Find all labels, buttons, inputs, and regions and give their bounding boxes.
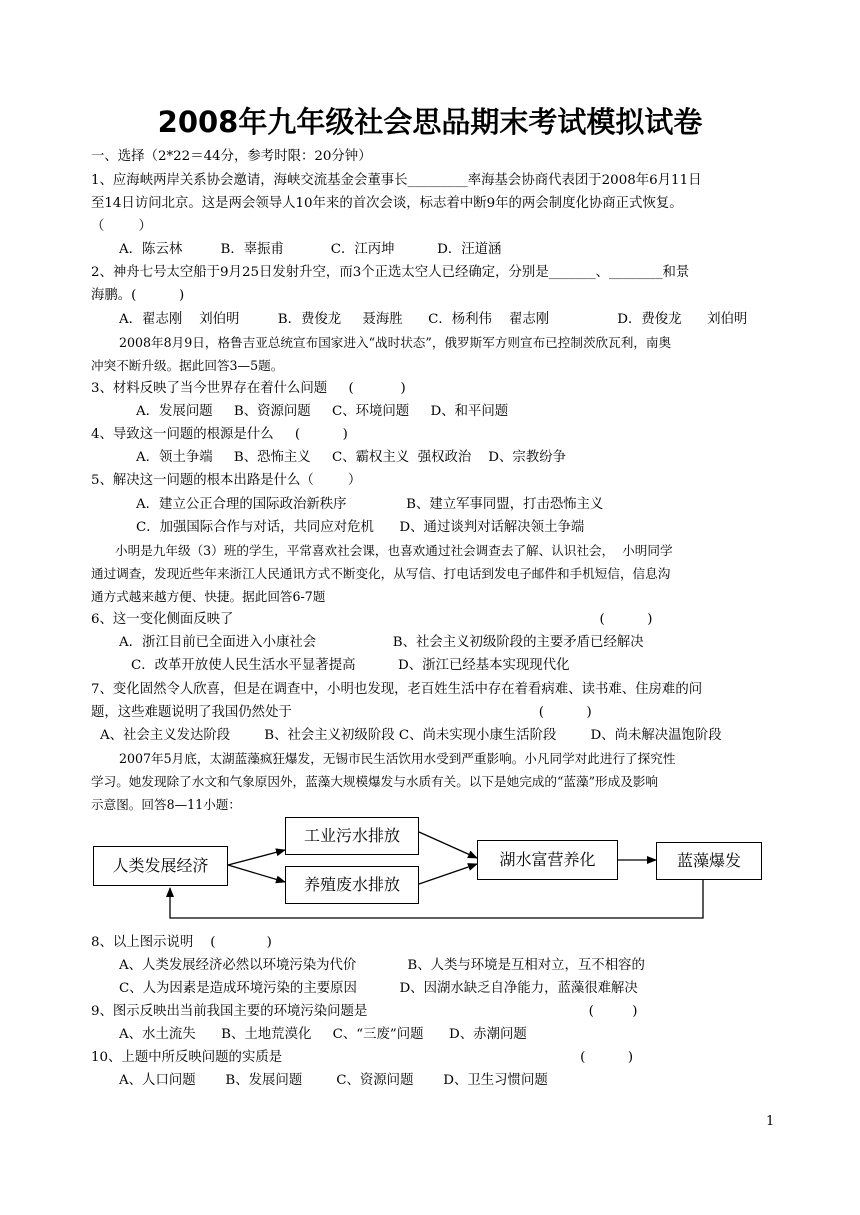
- option-line: A．建立公正合理的国际政治新秩序 B、建立军事同盟，打击恐怖主义: [136, 497, 604, 512]
- node-farming-wastewater: 养殖废水排放: [285, 866, 419, 904]
- page-number: 1: [766, 1114, 775, 1129]
- material-line: 示意图。回答8—11小题：: [91, 797, 241, 812]
- material-line: 2008年8月9日，格鲁吉亚总统宣布国家进入“战时状态”，俄罗斯军方则宣布已控制茨欣瓦利，南奥: [119, 335, 672, 350]
- option-line: A．陈云林 B．辜振甫 C．江丙坤 D．汪道涵: [119, 242, 502, 257]
- node-eutrophication: 湖水富营养化: [477, 840, 618, 880]
- material-line: 冲突不断升级。据此回答3—5题。: [91, 358, 284, 373]
- question-line: 至14日访问北京。这是两会领导人10年来的首次会谈，标志着中断9年的两会制度化协商正式恢复。: [91, 196, 683, 211]
- feedback-arrow: [170, 880, 703, 918]
- option-line: A．翟志刚 刘伯明 B．费俊龙 聂海胜 C．杨利伟 翟志刚 D．费俊龙 刘伯明: [119, 312, 748, 327]
- question-line: 2、神舟七号太空船于9月25日发射升空，而3个正选太空人已经确定，分别是_______、________和景: [91, 265, 690, 280]
- material-line: 学习。她发现除了水文和气象原因外，蓝藻大规模爆发与水质有关。以下是她完成的“蓝藻”形成及影响: [91, 774, 659, 789]
- page-title: 2008年九年级社会思品期末考试模拟试卷: [157, 105, 703, 139]
- option-line: A、人口问题 B、发展问题 C、资源问题 D、卫生习惯问题: [119, 1073, 548, 1088]
- option-line: A．领土争端 B、恐怖主义 C、霸权主义 强权政治 D、宗教纷争: [136, 450, 566, 465]
- question-line: 4、导致这一问题的根源是什么 ( ): [91, 427, 348, 442]
- option-line: A、水土流失 B、土地荒漠化 C、“三废”问题 D、赤潮问题: [119, 1027, 527, 1042]
- option-line: A．发展问题 B、资源问题 C、环境问题 D、和平问题: [136, 404, 509, 419]
- node-algae-bloom: 蓝藻爆发: [656, 842, 762, 880]
- material-line: 2007年5月底，太湖蓝藻疯狂爆发，无锡市民生活饮用水受到严重影响。小凡同学对此进行了探究性: [119, 751, 676, 766]
- option-line: C、人为因素是造成环境污染的主要原因 D、因湖水缺乏自净能力，蓝藻很难解决: [119, 981, 638, 996]
- question-line: 10、上题中所反映问题的实质是 ( ): [91, 1050, 634, 1065]
- option-line: C．改革开放使人民生活水平显著提高 D、浙江已经基本实现现代化: [131, 658, 570, 673]
- option-line: A、社会主义发达阶段 B、社会主义初级阶段 C、尚未实现小康生活阶段 D、尚未解决温饱阶段: [100, 728, 722, 743]
- question-line: 3、材料反映了当今世界存在着什么问题 ( ): [91, 381, 406, 396]
- material-line: 通过调查，发现近些年来浙江人民通讯方式不断变化，从写信、打电话到发电子邮件和手机短信，信息沟: [91, 566, 671, 581]
- question-line: （ ）: [91, 219, 152, 234]
- question-line: 9、图示反映出当前我国主要的环境污染问题是 ( ): [91, 1004, 638, 1019]
- section-header: 一、选择（2*22＝44分，参考时限：20分钟）: [91, 149, 372, 164]
- arrow-economy-to-farming: [228, 865, 285, 882]
- node-economic-development: 人类发展经济: [93, 846, 228, 886]
- arrow-farming-to-eutrophication: [419, 864, 477, 884]
- node-industrial-wastewater: 工业污水排放: [285, 817, 419, 855]
- question-line: 5、解决这一问题的根本出路是什么（ ）: [91, 473, 362, 488]
- arrow-economy-to-industrial: [228, 850, 285, 865]
- question-line: 海鹏。( ): [91, 288, 185, 303]
- question-line: 题，这些难题说明了我国仍然处于 ( ): [91, 705, 592, 720]
- question-line: 8、以上图示说明 ( ): [91, 935, 272, 950]
- question-line: 1、应海峡两岸关系协会邀请，海峡交流基金会董事长_________率海基会协商代表团于2008年6月11日: [91, 173, 702, 188]
- question-line: 6、这一变化侧面反映了 ( ): [91, 612, 653, 627]
- question-line: 7、变化固然令人欣喜，但是在调查中，小明也发现，老百姓生活中存在着看病难、读书难、住房难的问: [91, 682, 703, 697]
- material-line: 通方式越来越方便、快捷。据此回答6-7题: [91, 589, 326, 604]
- option-line: C．加强国际合作与对话，共同应对危机 D、通过谈判对话解决领土争端: [136, 520, 585, 535]
- option-line: A、人类发展经济必然以环境污染为代价 B、人类与环境是互相对立，互不相容的: [119, 958, 645, 973]
- material-line: 小明是九年级（3）班的学生，平常喜欢社会课，也喜欢通过社会调查去了解、认识社会， 小明同学: [115, 543, 673, 558]
- option-line: A．浙江目前已全面进入小康社会 B、社会主义初级阶段的主要矛盾已经解决: [119, 635, 644, 650]
- arrow-industrial-to-eutrophication: [419, 832, 477, 858]
